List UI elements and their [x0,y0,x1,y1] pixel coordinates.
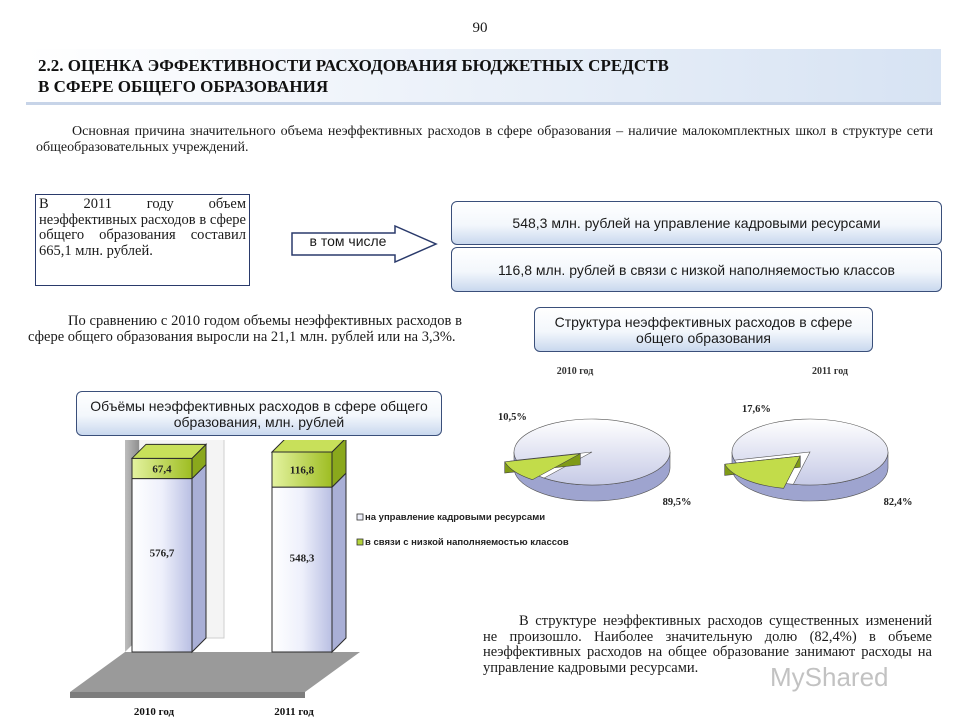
title-line-2: В СФЕРЕ ОБЩЕГО ОБРАЗОВАНИЯ [38,77,329,96]
bar-value-label: 576,7 [149,547,175,560]
legend-swatch [357,514,363,520]
summary-2011-box: В 2011 году объем неэффективных расходов в сфере общего образования составил 665,1 млн. рублей. [35,194,250,286]
watermark: MyShared [770,662,889,692]
chart-floor [70,652,360,692]
pie-percent-label: 17,6% [742,404,771,415]
bar-value-label: 116,8 [289,464,315,477]
pie-percent-label: 82,4% [883,497,913,508]
bar-side-hr [332,473,346,652]
legend-swatch [357,539,363,545]
legend-label: на управление кадровыми ресурсами [365,512,546,523]
bar-value-label: 548,3 [289,552,315,565]
conclusion-paragraph: В структуре неэффективных расходов существенных изменений не произошло. Наиболее значительную долю (82,4%) в объеме неэффективных расходов на общее образование занимают расходы на управление кадровыми ресурсами. [483,613,932,676]
structure-title: Структура неэффективных расходов в сфере общего образования [554,313,853,346]
pie-percent-label: 89,5% [662,497,692,508]
intro-paragraph: Основная причина значительного объема неэффективных расходов в сфере образования – наличие малокомплектных школ в структуре сети общеобразовательных учреждений. [36,124,933,155]
detail-class-box [451,247,942,292]
detail-hr-box [451,201,942,245]
pie-year-label: 2010 год [556,366,594,377]
pie-slice-class [725,456,801,488]
pie-percent-label: 10,5% [498,412,527,423]
pie-charts [480,360,950,520]
structure-title-box [534,307,873,352]
pie-year-label: 2011 год [811,366,849,377]
title-line-1: 2.2. ОЦЕНКА ЭФФЕКТИВНОСТИ РАСХОДОВАНИЯ БЮДЖЕТНЫХ СРЕДСТВ [38,56,669,75]
bar-segment-hr [132,479,192,652]
bar-value-label: 67,4 [152,463,172,476]
legend-label: в связи с низкой наполняемостью классов [365,537,569,548]
detail-hr-text: 548,3 млн. рублей на управление кадровыми ресурсами [512,215,881,231]
bar-segment-hr [272,487,332,652]
volumes-title: Объёмы неэффективных расходов в сфере общего образования, млн. рублей [90,397,428,430]
arrow-label: в том числе [309,233,387,249]
chart-floor-edge [70,692,305,698]
comparison-paragraph: По сравнению с 2010 годом объемы неэффективных расходов в сфере общего образования выросли на 21,1 млн. рублей или на 3,3%. [28,313,462,345]
bar-side-hr [192,465,206,652]
bar-category-label: 2011 год [274,706,314,718]
bar-category-label: 2010 год [133,706,175,718]
volumes-title-box [76,391,442,436]
page-number: 90 [472,20,488,36]
page-title [38,55,918,97]
detail-class-text: 116,8 млн. рублей в связи с низкой наполняемостью классов [498,261,895,278]
